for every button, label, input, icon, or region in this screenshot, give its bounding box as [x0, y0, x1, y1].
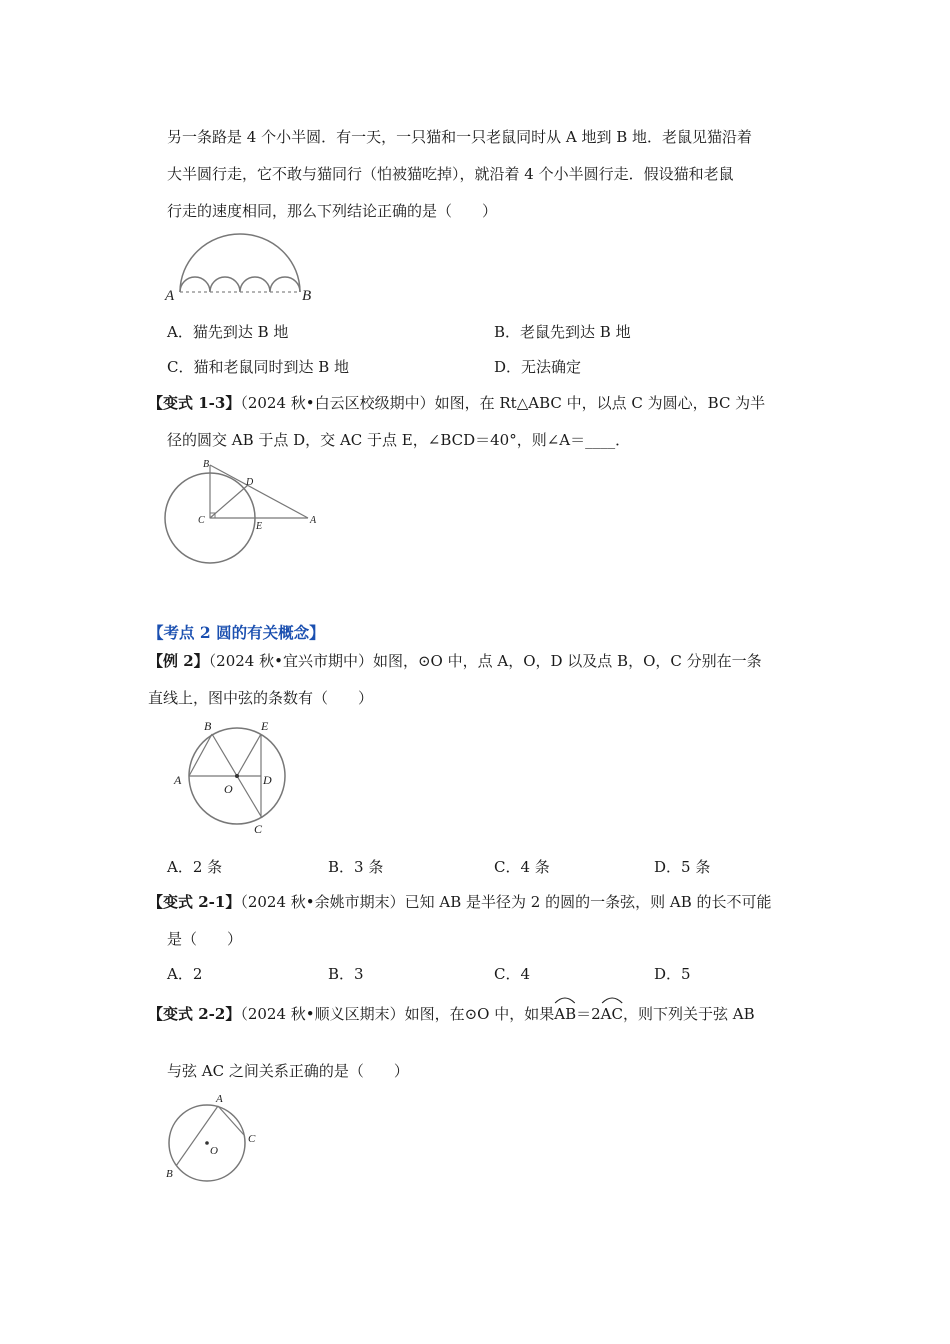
variant-2-1-tag: 【变式 2-1】 — [148, 893, 241, 911]
semicircle-figure — [160, 228, 330, 308]
example-2-option-c[interactable]: C．4 条 — [494, 858, 550, 876]
point-e-label: E — [256, 521, 263, 532]
point-b-label: B — [203, 459, 210, 470]
point-e-label: E — [261, 719, 269, 733]
point-c-label: C — [254, 822, 263, 836]
circle-triangle-figure — [160, 455, 330, 565]
point-a-label: A — [216, 1093, 223, 1105]
point-d-label: D — [246, 477, 254, 488]
example-2-line-2: 直线上，图中弦的条数有（ ） — [148, 689, 374, 707]
example-2-option-d[interactable]: D．5 条 — [654, 858, 711, 876]
variant-1-3-line-1 — [148, 393, 765, 413]
point-b-label: B — [302, 288, 312, 304]
variant-2-2-eq: ＝2 — [576, 1005, 601, 1023]
arc-ab — [554, 1004, 576, 1024]
variant-2-1-line-2: 是（ ） — [167, 930, 243, 948]
arc-ac-label: AC — [600, 1005, 623, 1023]
example-2-option-b[interactable]: B．3 条 — [328, 858, 384, 876]
arc-mark-icon — [601, 995, 623, 1004]
q1-option-d[interactable]: D．无法确定 — [494, 358, 582, 376]
point-d-label: D — [263, 773, 272, 787]
arc-ac — [601, 1004, 623, 1024]
q1-line-1: 另一条路是 4 个小半圆．有一天，一只猫和一只老鼠同时从 A 地到 B 地．老鼠见猫沿着 — [167, 128, 753, 146]
q1-line-3: 行走的速度相同，那么下列结论正确的是（ ） — [167, 202, 498, 220]
variant-2-1-option-b[interactable]: B．3 — [328, 965, 364, 983]
variant-1-3-tag: 【变式 1-3】 — [148, 394, 241, 412]
variant-2-1-text: （2024 秋•余姚市期末）已知 AB 是半径为 2 的圆的一条弦，则 AB 的长不可能 — [240, 893, 772, 911]
variant-2-2-text-pre: （2024 秋•顺义区期末）如图，在⊙O 中，如果 — [240, 1005, 555, 1023]
point-a-label: A — [165, 288, 175, 304]
variant-1-3-text: （2024 秋•白云区校级期中）如图，在 Rt△ABC 中，以点 C 为圆心，BC 为半 — [240, 394, 766, 412]
variant-2-2-text-post: ，则下列关于弦 AB — [622, 1005, 755, 1023]
example-2-tag: 【例 2】 — [148, 652, 209, 670]
point-o-label: O — [210, 1145, 218, 1157]
example-2-line-1 — [148, 651, 762, 671]
example-2-text: （2024 秋•宜兴市期中）如图，⊙O 中，点 A，O，D 以及点 B，O，C 分别在一条 — [208, 652, 762, 670]
q1-option-c[interactable]: C．猫和老鼠同时到达 B 地 — [167, 358, 350, 376]
section-heading: 【考点 2 圆的有关概念】 — [148, 623, 325, 642]
variant-2-1-option-a[interactable]: A．2 — [167, 965, 203, 983]
variant-2-2-line-1 — [148, 1004, 755, 1024]
q1-line-2: 大半圆行走，它不敢与猫同行（怕被猫吃掉），就沿着 4 个小半圆行走．假设猫和老鼠 — [167, 165, 734, 183]
q1-option-b[interactable]: B．老鼠先到达 B 地 — [494, 323, 631, 341]
variant-1-3-line-2: 径的圆交 AB 于点 D，交 AC 于点 E，∠BCD＝40°，则∠A＝____． — [167, 431, 631, 449]
point-b-label: B — [166, 1168, 173, 1180]
point-o-label: O — [224, 782, 233, 796]
point-a-label: A — [310, 515, 317, 526]
q1-option-a[interactable]: A．猫先到达 B 地 — [167, 323, 289, 341]
variant-2-2-tag: 【变式 2-2】 — [148, 1005, 241, 1023]
point-a-label: A — [174, 773, 182, 787]
variant-2-1-option-d[interactable]: D．5 — [654, 965, 691, 983]
circle-chords-figure — [165, 714, 295, 839]
point-b-label: B — [204, 719, 212, 733]
point-c-label: C — [248, 1133, 256, 1145]
point-c-label: C — [198, 515, 205, 526]
example-2-option-a[interactable]: A．2 条 — [167, 858, 223, 876]
variant-2-2-line-2: 与弦 AC 之间关系正确的是（ ） — [167, 1062, 409, 1080]
circle-arcs-figure — [160, 1090, 270, 1190]
arc-ab-label: AB — [554, 1005, 577, 1023]
variant-2-1-option-c[interactable]: C．4 — [494, 965, 531, 983]
arc-mark-icon — [554, 995, 576, 1004]
variant-2-1-line-1 — [148, 892, 771, 912]
